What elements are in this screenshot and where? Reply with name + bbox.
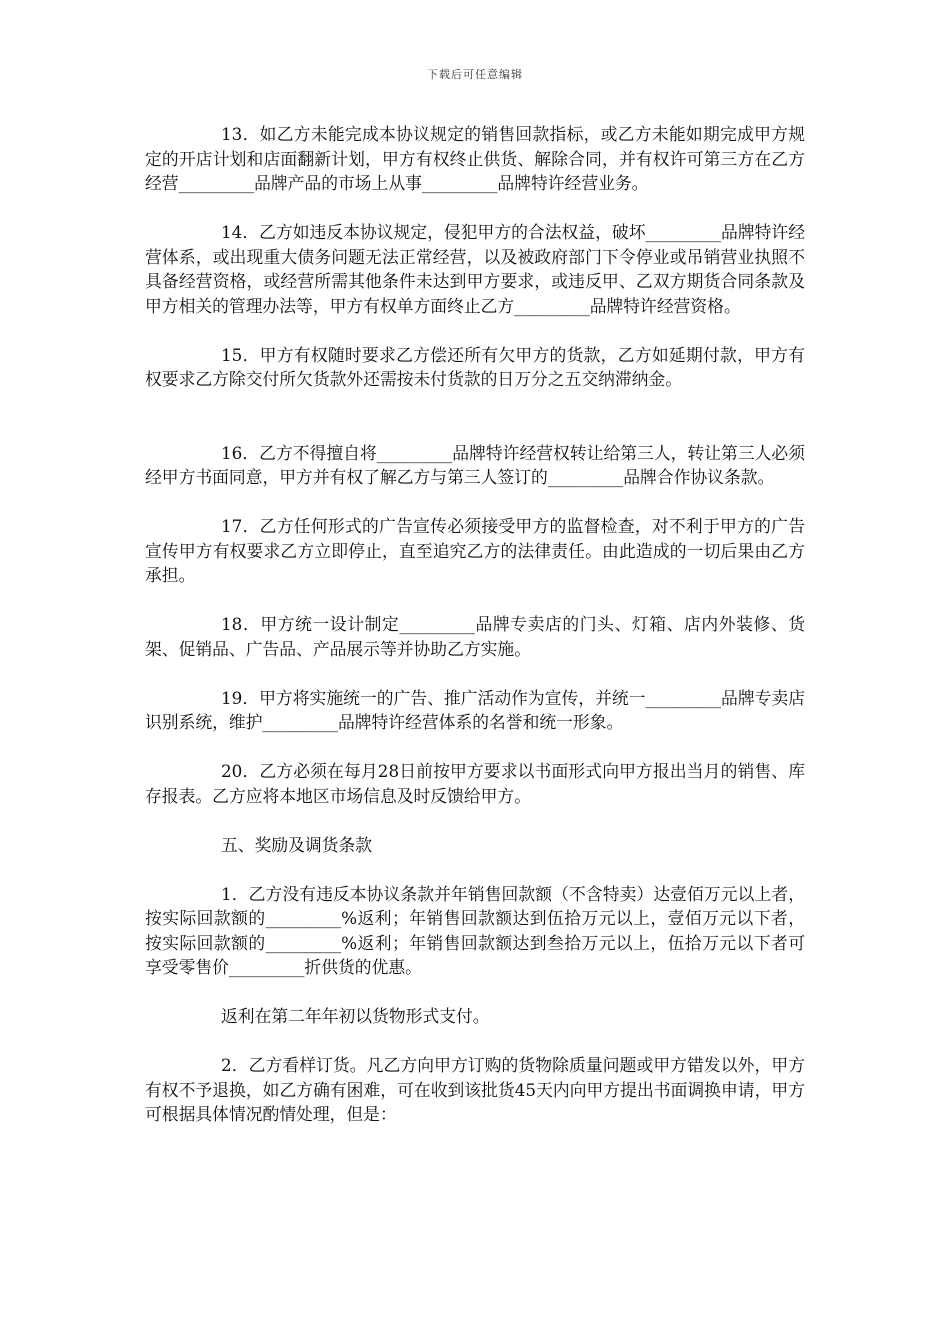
reward-clause-1: 1．乙方没有违反本协议条款并年销售回款额（不含特卖）达壹佰万元以上者，按实际回款额的_________%返利；年销售回款额达到伍拾万元以上，壹佰万元以下者，按实际回款额的_________%返利；年销售回款额达到叁拾万元以上，伍拾万元以下者可享受零售价_________折供货的优惠。 bbox=[145, 883, 805, 977]
clause-19: 19．甲方将实施统一的广告、推广活动作为宣传，并统一_________品牌专卖店识别系统，维护_________品牌特许经营体系的名誉和统一形象。 bbox=[145, 687, 805, 732]
document-body bbox=[145, 122, 805, 1127]
reward-clause-2: 2．乙方看样订货。凡乙方向甲方订购的货物除质量问题或甲方错发以外，甲方有权不予退换，如乙方确有困难，可在收到该批货45天内向甲方提出书面调换申请，甲方可根据具体情况酌情处理，但是： bbox=[145, 1055, 805, 1124]
clause-14: 14．乙方如违反本协议规定，侵犯甲方的合法权益，破坏_________品牌特许经营体系，或出现重大债务问题无法正常经营，以及被政府部门下令停业或吊销营业执照不具备经营资格，或经营所需其他条件未达到甲方要求，或违反甲、乙双方期货合同条款及甲方相关的管理办法等，甲方有权单方面终止乙方_________品牌特许经营资格。 bbox=[145, 222, 805, 316]
section-heading-5: 五、奖励及调货条款 bbox=[221, 834, 373, 855]
clause-18: 18．甲方统一设计制定_________品牌专卖店的门头、灯箱、店内外装修、货架、促销品、广告品、产品展示等并协助乙方实施。 bbox=[145, 614, 805, 659]
rebate-payment-note: 返利在第二年年初以货物形式支付。 bbox=[221, 1006, 490, 1026]
header-note: 下载后可任意编辑 bbox=[427, 68, 523, 81]
clause-15: 15．甲方有权随时要求乙方偿还所有欠甲方的货款，乙方如延期付款，甲方有权要求乙方除交付所欠货款外还需按未付货款的日万分之五交纳滞纳金。 bbox=[145, 344, 805, 389]
clause-16: 16．乙方不得擅自将_________品牌特许经营权转让给第三人，转让第三人必须经甲方书面同意，甲方并有权了解乙方与第三人签订的_________品牌合作协议条款。 bbox=[145, 442, 805, 487]
clause-20: 20．乙方必须在每月28日前按甲方要求以书面形式向甲方报出当月的销售、库存报表。乙方应将本地区市场信息及时反馈给甲方。 bbox=[145, 761, 805, 806]
clause-13: 13．如乙方未能完成本协议规定的销售回款指标，或乙方未能如期完成甲方规定的开店计划和店面翻新计划，甲方有权终止供货、解除合同，并有权许可第三方在乙方经营_________品牌产品的市场上从事_________品牌特许经营业务。 bbox=[145, 124, 805, 193]
clause-17: 17．乙方任何形式的广告宣传必须接受甲方的监督检查，对不利于甲方的广告宣传甲方有权要求乙方立即停止，直至追究乙方的法律责任。由此造成的一切后果由乙方承担。 bbox=[145, 516, 805, 585]
